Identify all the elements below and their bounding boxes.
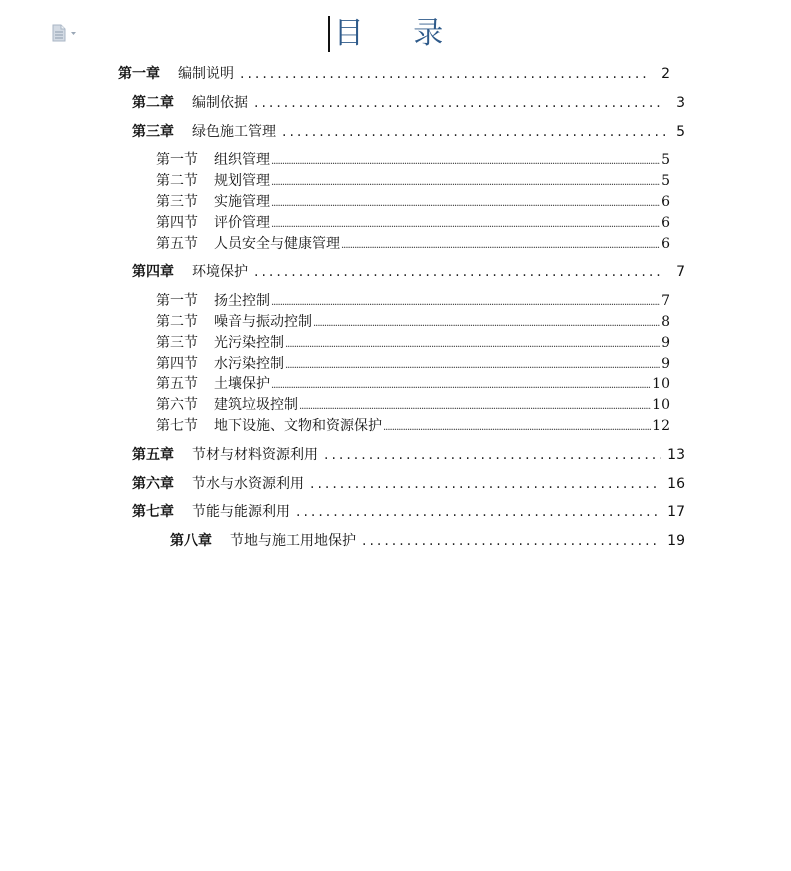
toc-chapter-entry[interactable]: [132, 501, 685, 521]
toc-entry-title: 节地与施工用地保护: [230, 533, 356, 549]
toc-entry-title: 编制依据: [192, 95, 248, 111]
toc-dot-leader: [313, 318, 660, 329]
toc-dot-leader: [254, 264, 665, 280]
toc-page-number: 5: [676, 124, 685, 140]
toc-section-entry[interactable]: [156, 290, 670, 310]
toc-entry-title: 编制说明: [178, 66, 234, 82]
toc-page-number: 6: [661, 194, 670, 210]
toc-chapter-entry[interactable]: [132, 473, 685, 493]
toc-entry-title: 节能与能源利用: [192, 504, 290, 520]
toc-dot-leader: [271, 297, 660, 308]
toc-section-entry[interactable]: [156, 353, 670, 373]
toc-section-entry[interactable]: [156, 311, 670, 331]
toc-page-number: 10: [652, 376, 670, 392]
toc-entry-title: 规划管理: [214, 173, 270, 189]
toc-page-number: 16: [667, 476, 685, 492]
toc-entry-number: 第五章: [132, 447, 174, 463]
toc-entry-number: 第一章: [118, 66, 160, 82]
toc-section-entry[interactable]: [156, 394, 670, 414]
toc-section-entry[interactable]: [156, 332, 670, 352]
toc-entry-title: 扬尘控制: [214, 293, 270, 309]
toc-entry-number: 第六节: [156, 397, 198, 413]
toc-entry-title: 噪音与振动控制: [214, 314, 312, 330]
toc-entry-number: 第四节: [156, 215, 198, 231]
toc-entry-number: 第三节: [156, 335, 198, 351]
toc-entry-title: 组织管理: [214, 152, 270, 168]
toc-page-number: 3: [676, 95, 685, 111]
toc-entry-title: 实施管理: [214, 194, 270, 210]
toc-entry-title: 节水与水资源利用: [192, 476, 304, 492]
toc-dot-leader: [299, 401, 651, 412]
toc-entry-number: 第五节: [156, 376, 198, 392]
toc-chapter-entry[interactable]: [132, 92, 685, 112]
toc-dot-leader: [240, 66, 650, 82]
toc-chapter-entry[interactable]: [132, 121, 685, 141]
toc-page-number: 10: [652, 397, 670, 413]
toc-dot-leader: [271, 219, 660, 230]
toc-page-number: 17: [667, 504, 685, 520]
toc-entry-number: 第六章: [132, 476, 174, 492]
toc-entry-number: 第八章: [170, 533, 212, 549]
toc-page-number: 8: [661, 314, 670, 330]
toc-dot-leader: [282, 124, 665, 140]
toc-entry-title: 土壤保护: [214, 376, 270, 392]
toc-page-number: 19: [667, 533, 685, 549]
toc-dot-leader: [324, 447, 661, 463]
toc-page-number: 12: [652, 418, 670, 434]
toc-section-entry[interactable]: [156, 170, 670, 190]
toc-entry-number: 第七章: [132, 504, 174, 520]
toc-dot-leader: [383, 422, 651, 433]
toc-chapter-entry[interactable]: [132, 444, 685, 464]
toc-title: [328, 14, 464, 54]
toc-dot-leader: [271, 380, 651, 391]
toc-entry-number: 第二节: [156, 314, 198, 330]
toc-chapter-entry[interactable]: [118, 63, 670, 83]
toc-section-entry[interactable]: [156, 191, 670, 211]
toc-entry-number: 第五节: [156, 236, 198, 252]
toc-entry-title: 光污染控制: [214, 335, 284, 351]
toc-dot-leader: [310, 476, 661, 492]
toc-entry-number: 第四章: [132, 264, 174, 280]
toc-dot-leader: [271, 198, 660, 209]
toc-entry-number: 第二章: [132, 95, 174, 111]
toc-entry-number: 第三节: [156, 194, 198, 210]
toc-entry-title: 地下设施、文物和资源保护: [214, 418, 382, 434]
toc-page-number: 5: [661, 173, 670, 189]
toc-dot-leader: [296, 504, 661, 520]
toc-page-number: 13: [667, 447, 685, 463]
toc-section-entry[interactable]: [156, 233, 670, 253]
toc-page-number: 5: [661, 152, 670, 168]
toc-section-entry[interactable]: [156, 149, 670, 169]
toc-entry-title: 环境保护: [192, 264, 248, 280]
toc-entry-number: 第四节: [156, 356, 198, 372]
text-cursor: [328, 16, 330, 52]
toc-entry-number: 第一节: [156, 152, 198, 168]
toc-page-number: 9: [661, 356, 670, 372]
toc-page-number: 6: [661, 215, 670, 231]
toc-page-number: 7: [661, 293, 670, 309]
toc-title-text: 目 录: [333, 16, 464, 51]
toc-section-entry[interactable]: [156, 373, 670, 393]
toc-dot-leader: [285, 339, 660, 350]
toc-entry-title: 人员安全与健康管理: [214, 236, 340, 252]
toc-entry-title: 评价管理: [214, 215, 270, 231]
toc-page-number: 2: [661, 66, 670, 82]
toc-page-number: 6: [661, 236, 670, 252]
toc-dot-leader: [271, 156, 660, 167]
toc-dot-leader: [341, 240, 660, 251]
toc-dot-leader: [254, 95, 665, 111]
toc-section-entry[interactable]: [156, 415, 670, 435]
toc-chapter-entry[interactable]: [170, 530, 685, 550]
toc-chapter-entry[interactable]: [132, 261, 685, 281]
toc-entry-number: 第七节: [156, 418, 198, 434]
toc-entry-title: 绿色施工管理: [192, 124, 276, 140]
toc-dot-leader: [362, 533, 661, 549]
toc-entry-title: 节材与材料资源利用: [192, 447, 318, 463]
toc-entry-title: 水污染控制: [214, 356, 284, 372]
toc-entry-number: 第一节: [156, 293, 198, 309]
toc-dot-leader: [285, 360, 660, 371]
toc-page-number: 7: [676, 264, 685, 280]
toc-dot-leader: [271, 177, 660, 188]
toc-entry-title: 建筑垃圾控制: [214, 397, 298, 413]
toc-entry-number: 第三章: [132, 124, 174, 140]
toc-section-entry[interactable]: [156, 212, 670, 232]
toc-entry-number: 第二节: [156, 173, 198, 189]
toc-page-number: 9: [661, 335, 670, 351]
